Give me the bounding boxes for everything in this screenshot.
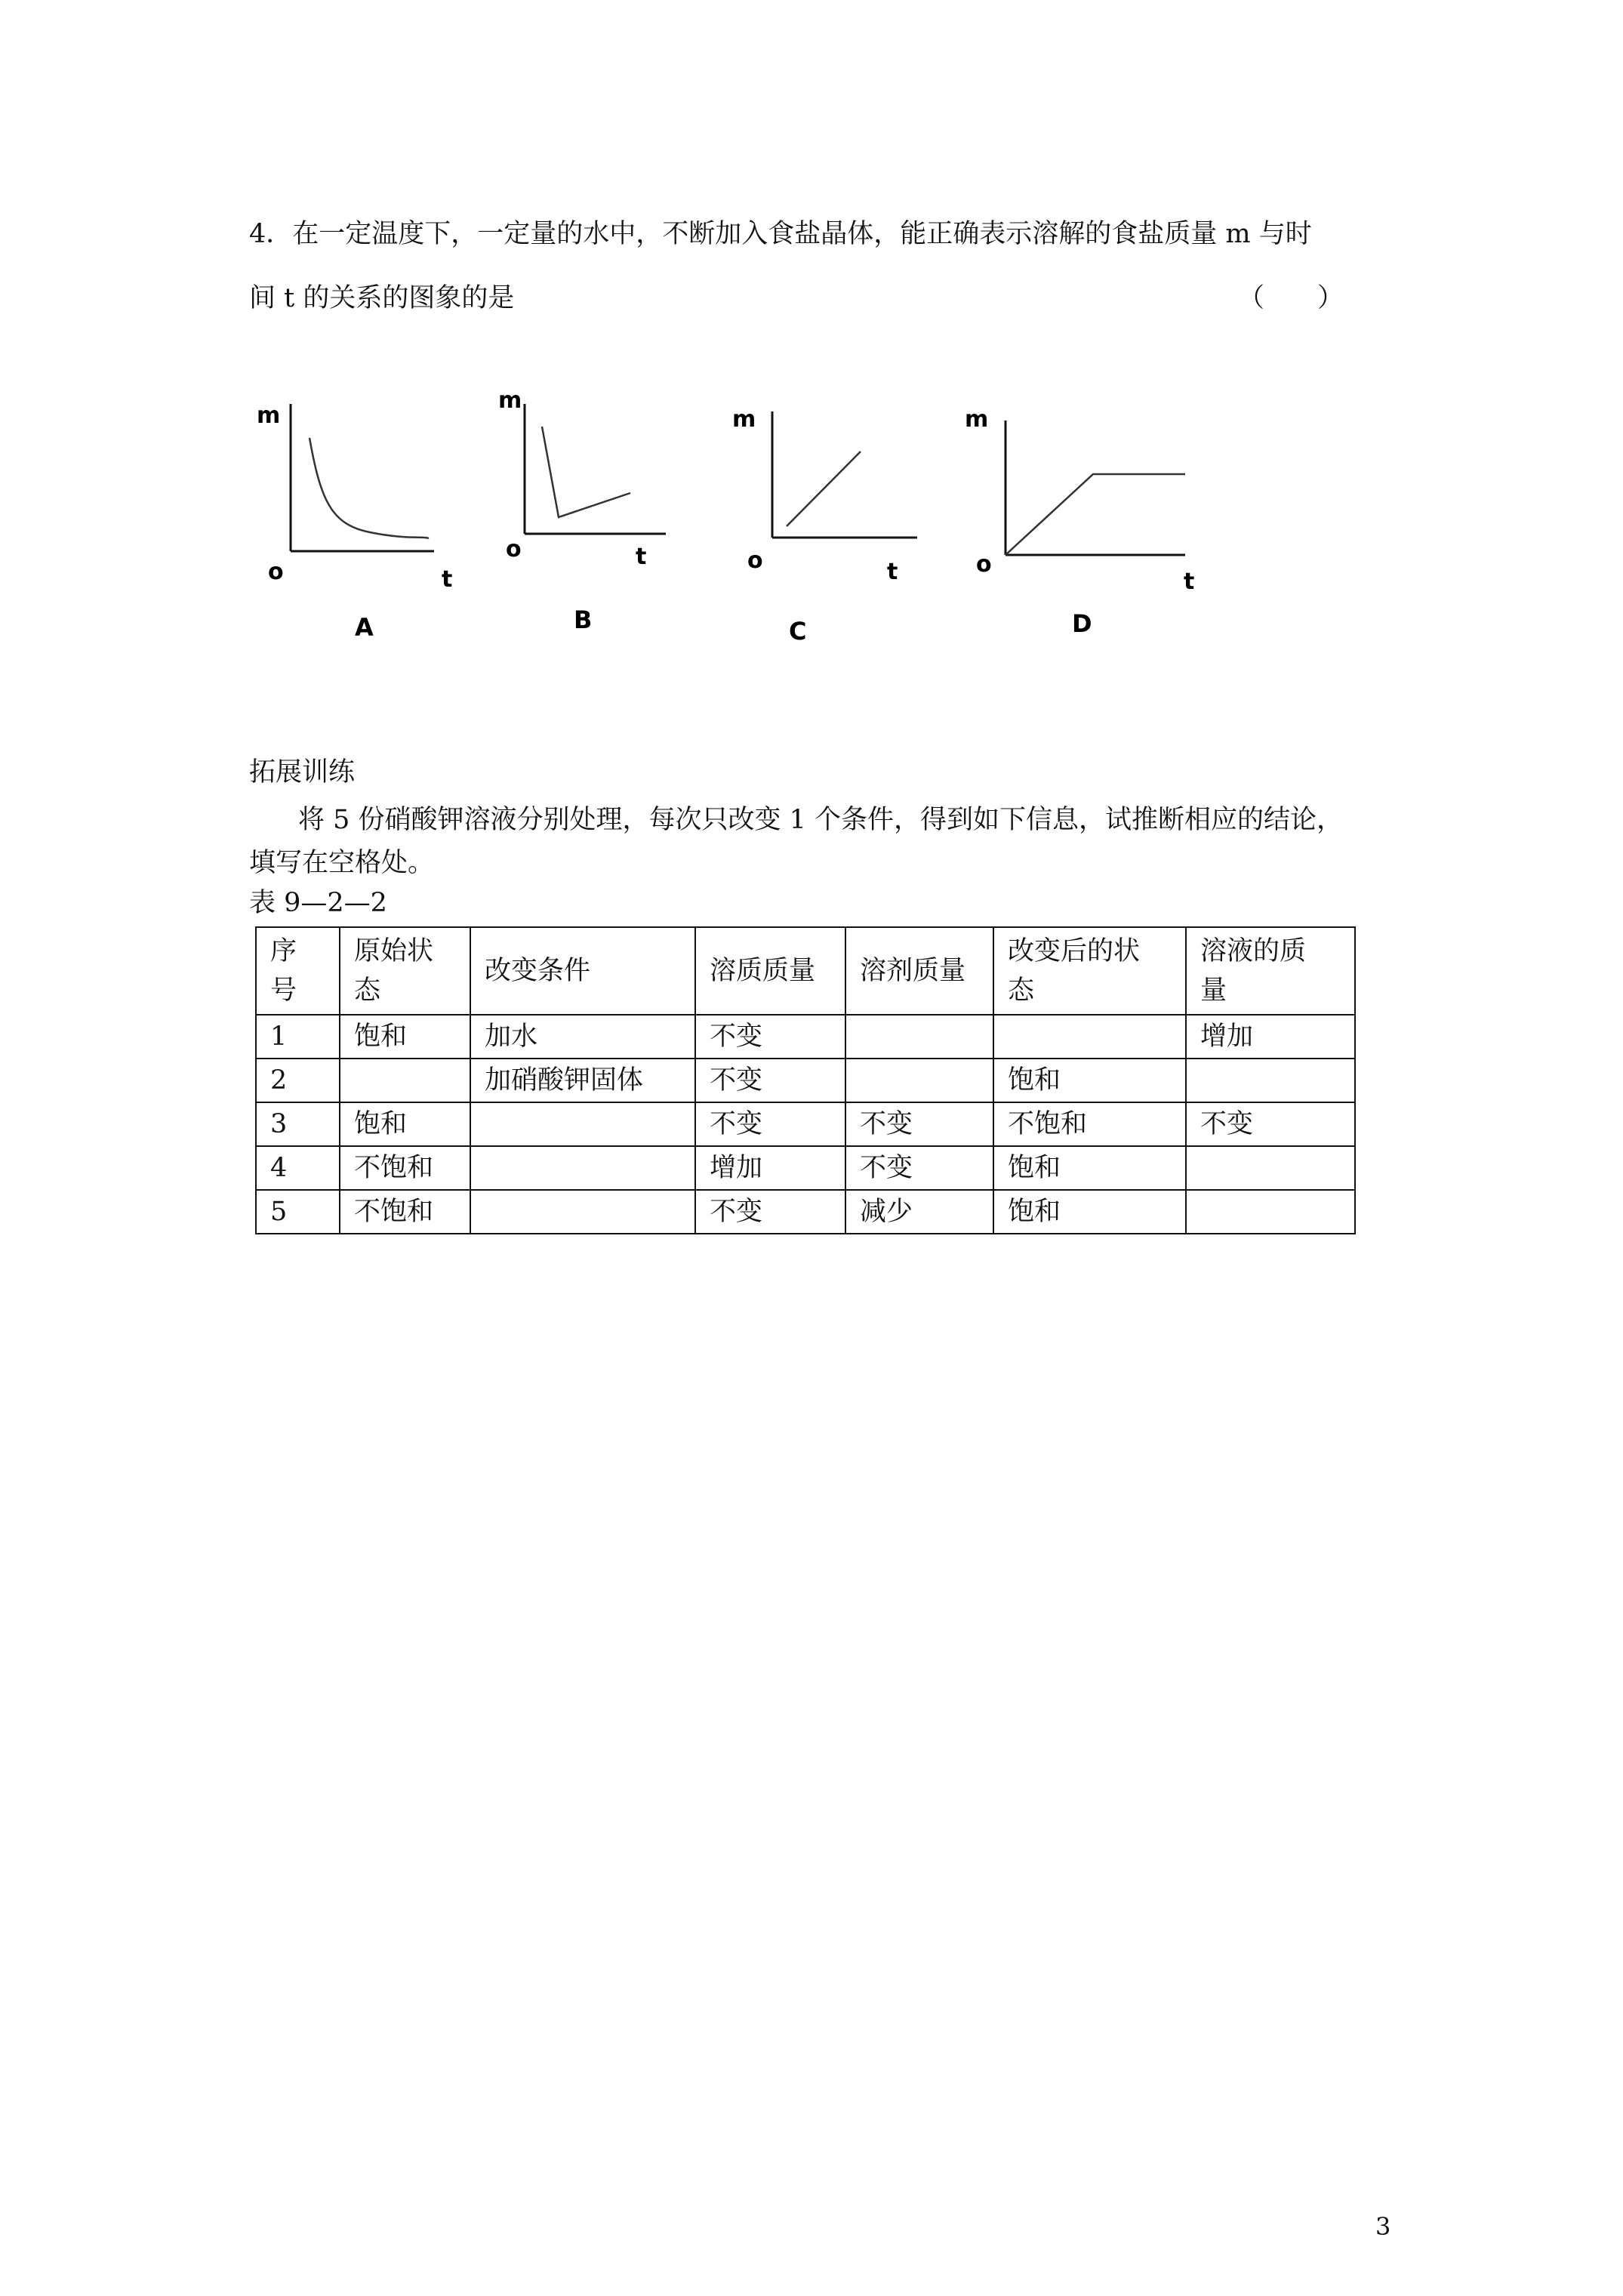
table-header-text: 号	[270, 975, 297, 1006]
table-cell: 加水	[470, 1015, 695, 1059]
graph-c-t-label: t	[887, 559, 898, 585]
table-cell: 加硝酸钾固体	[470, 1059, 695, 1102]
table-cell	[845, 1059, 993, 1102]
table-header-text: 改变条件	[485, 956, 591, 986]
table-cell	[470, 1102, 695, 1146]
graph-b-t-label: t	[636, 544, 647, 570]
v-shape-line-icon	[542, 427, 630, 517]
table-row	[256, 1190, 1355, 1234]
graph-d-origin-label: o	[976, 551, 992, 578]
question-line-2: 间 t 的关系的图象的是	[249, 283, 515, 313]
answer-graphs	[249, 381, 1268, 671]
graph-b-origin-label: o	[506, 536, 522, 562]
table-header-cell	[470, 927, 695, 1015]
table-header-cell	[695, 927, 845, 1015]
graph-d-m-label: m	[965, 406, 989, 433]
table-cell	[340, 1059, 470, 1102]
solution-table	[255, 926, 1356, 1234]
table-header-text: 态	[1008, 975, 1035, 1006]
answer-parentheses: （ ）	[1238, 283, 1344, 313]
table-cell	[993, 1015, 1186, 1059]
table-cell	[845, 1015, 993, 1059]
table-cell: 饱和	[340, 1102, 470, 1146]
graph-c-option-label: C	[789, 617, 807, 646]
table-header-text: 序	[270, 936, 297, 966]
table-header-cell	[993, 927, 1186, 1015]
table-cell: 不变	[845, 1146, 993, 1190]
table-header-cell	[845, 927, 993, 1015]
table-header-text: 态	[354, 975, 381, 1006]
graph-d	[965, 406, 1194, 638]
rise-then-flat-line-icon	[1006, 474, 1185, 555]
table-cell: 减少	[845, 1190, 993, 1234]
table-header-row	[256, 927, 1355, 1015]
table-cell: 4	[256, 1146, 340, 1190]
table-header-text: 原始状	[354, 936, 434, 966]
table-cell	[470, 1190, 695, 1234]
table-header-cell	[1186, 927, 1355, 1015]
table-cell: 1	[256, 1015, 340, 1059]
graph-c-origin-label: o	[747, 547, 763, 574]
graphs-svg	[249, 381, 1268, 668]
graph-a-origin-label: o	[268, 559, 284, 585]
graph-c-m-label: m	[732, 406, 756, 433]
table-header-text: 溶液的质	[1200, 936, 1307, 966]
table-cell: 增加	[695, 1146, 845, 1190]
table-row	[256, 1015, 1355, 1059]
graph-b	[498, 387, 666, 634]
graph-a	[257, 402, 452, 642]
table-cell: 不变	[695, 1015, 845, 1059]
table-header-text: 量	[1200, 975, 1227, 1006]
graph-d-option-label: D	[1072, 609, 1092, 638]
table-header-text: 溶剂质量	[860, 956, 966, 986]
table-caption: 表 9—2—2	[249, 888, 387, 918]
graph-d-t-label: t	[1184, 569, 1195, 595]
table-cell	[1186, 1190, 1355, 1234]
table-cell	[470, 1146, 695, 1190]
page-number: 3	[1375, 2212, 1391, 2241]
table-cell: 饱和	[993, 1059, 1186, 1102]
question-line-1: 4．在一定温度下，一定量的水中，不断加入食盐晶体，能正确表示溶解的食盐质量 m 与时	[249, 219, 1312, 249]
straight-rising-line-icon	[787, 451, 861, 526]
table-cell: 不饱和	[340, 1146, 470, 1190]
table-cell: 增加	[1186, 1015, 1355, 1059]
table-cell	[1186, 1059, 1355, 1102]
table-cell: 不变	[1186, 1102, 1355, 1146]
table-cell: 饱和	[993, 1146, 1186, 1190]
section-title: 拓展训练	[249, 757, 356, 787]
table-cell	[1186, 1146, 1355, 1190]
table-header-text: 溶质质量	[710, 956, 816, 986]
table-cell: 不饱和	[993, 1102, 1186, 1146]
graph-b-option-label: B	[574, 606, 593, 634]
table-row	[256, 1102, 1355, 1146]
table-cell: 5	[256, 1190, 340, 1234]
table-cell: 不变	[695, 1190, 845, 1234]
graph-b-m-label: m	[498, 387, 522, 414]
table-cell: 3	[256, 1102, 340, 1146]
decreasing-curve-icon	[310, 438, 429, 538]
table-header-cell	[340, 927, 470, 1015]
instruction-line-1: 将 5 份硝酸钾溶液分别处理，每次只改变 1 个条件，得到如下信息，试推断相应的结论，	[298, 805, 1344, 835]
graph-a-t-label: t	[442, 566, 453, 593]
table-row	[256, 1059, 1355, 1102]
table-cell: 不变	[845, 1102, 993, 1146]
table-header-text: 改变后的状	[1008, 936, 1141, 966]
table-cell: 不变	[695, 1102, 845, 1146]
table-cell: 不饱和	[340, 1190, 470, 1234]
graph-a-m-label: m	[257, 402, 281, 429]
table-header-cell	[256, 927, 340, 1015]
graph-c	[732, 406, 917, 646]
table-cell: 不变	[695, 1059, 845, 1102]
table-cell: 饱和	[340, 1015, 470, 1059]
instruction-line-2: 填写在空格处。	[249, 848, 435, 878]
graph-a-option-label: A	[355, 613, 374, 642]
table-cell: 饱和	[993, 1190, 1186, 1234]
table-row	[256, 1146, 1355, 1190]
table-cell: 2	[256, 1059, 340, 1102]
